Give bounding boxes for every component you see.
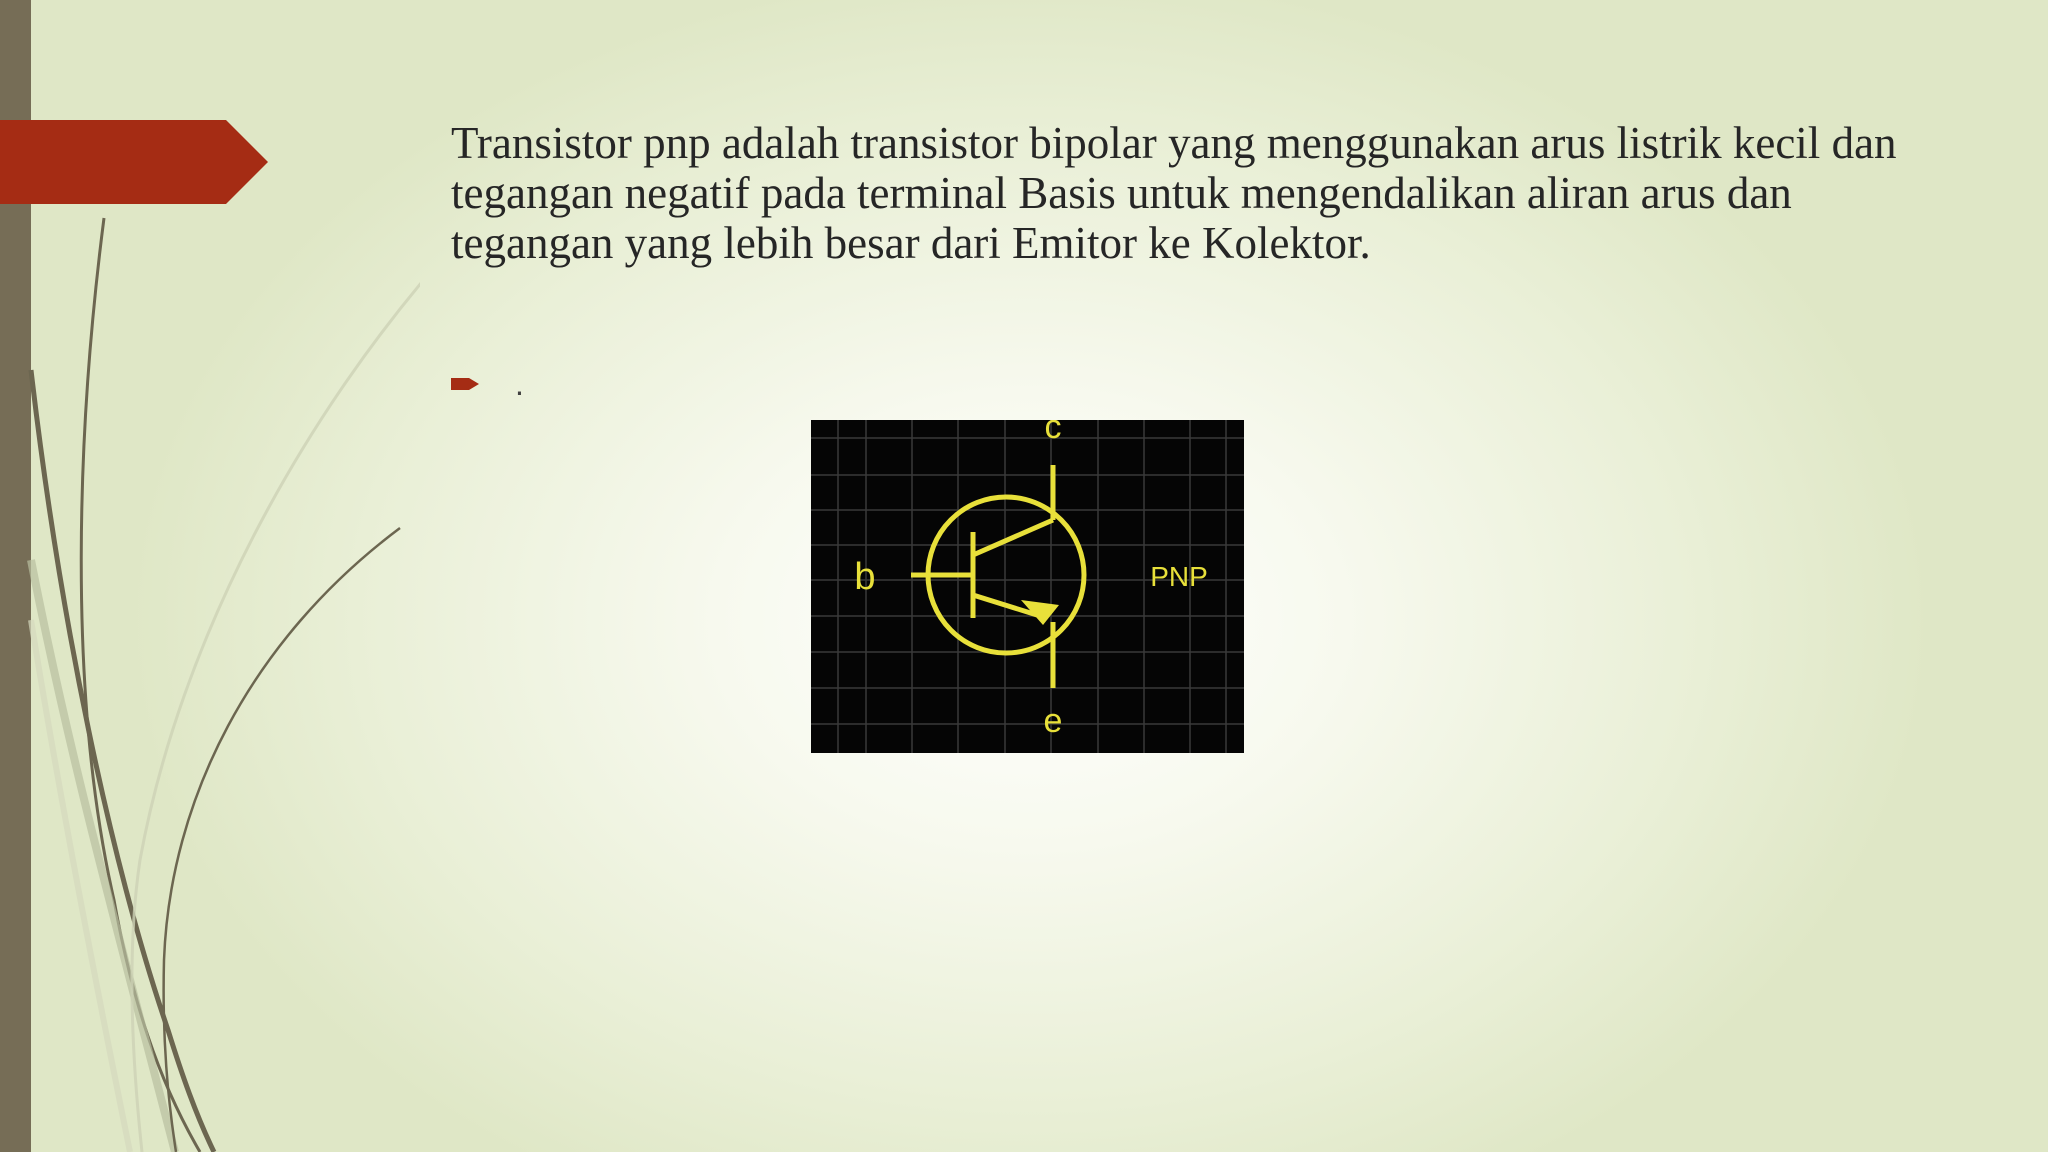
label-emitter: e <box>1043 702 1063 740</box>
slide-paragraph: Transistor pnp adalah transistor bipolar yang menggunakan arus listrik kecil dan tegangan negatif pada terminal Basis untuk mengendalikan aliran arus dan tegangan yang lebih besar dari Emitor ke Kolektor. <box>451 118 1897 268</box>
pnp-transistor-diagram <box>811 420 1244 753</box>
arrow-bullet-icon <box>451 374 481 394</box>
bullet-item <box>451 364 524 404</box>
label-base: b <box>854 556 876 598</box>
label-collector: c <box>1044 420 1062 446</box>
bullet-text: . <box>515 366 524 402</box>
label-type: PNP <box>1150 561 1208 592</box>
title-ribbon-arrow <box>0 0 270 210</box>
